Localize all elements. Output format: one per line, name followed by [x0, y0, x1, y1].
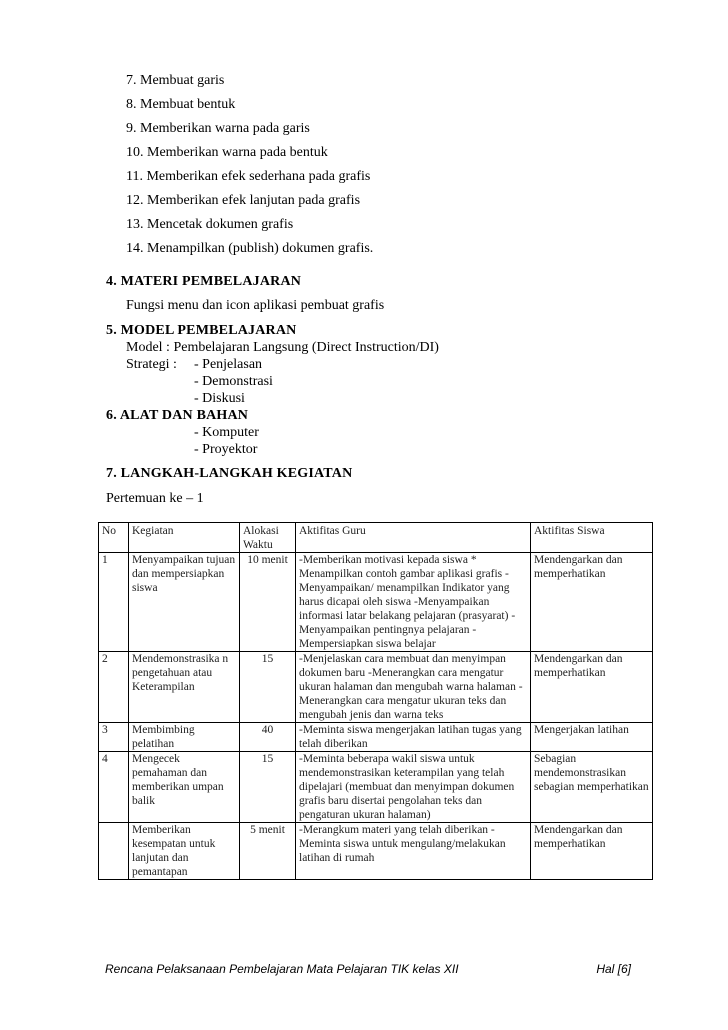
cell-kegiatan: Membimbing pelatihan [129, 723, 240, 752]
cell-no: 3 [99, 723, 129, 752]
cell-kegiatan: Mengecek pemahaman dan memberikan umpan balik [129, 752, 240, 823]
alat-item: - Proyektor [194, 442, 258, 457]
strategi-item: - Demonstrasi [194, 374, 273, 389]
table-row [99, 652, 653, 723]
objective-item: 7. Membuat garis [126, 73, 225, 88]
header-kegiatan: Kegiatan [129, 523, 240, 553]
cell-kegiatan: Menyampaikan tujuan dan mempersiapkan siswa [129, 553, 240, 652]
table-row [99, 752, 653, 823]
cell-alokasi: 10 menit [240, 553, 296, 652]
objective-item: 10. Memberikan warna pada bentuk [126, 145, 328, 160]
table-header-row [99, 523, 653, 553]
page-number: Hal [6] [596, 962, 631, 976]
cell-alokasi: 15 [240, 752, 296, 823]
langkah-heading: 7. LANGKAH-LANGKAH KEGIATAN [106, 466, 353, 481]
model-line: Model : Pembelajaran Langsung (Direct Instruction/DI) [126, 340, 439, 355]
cell-alokasi: 40 [240, 723, 296, 752]
objective-item: 12. Memberikan efek lanjutan pada grafis [126, 193, 361, 208]
strategi-item: - Penjelasan [194, 357, 263, 372]
table-row [99, 823, 653, 880]
alat-heading: 6. ALAT DAN BAHAN [106, 408, 249, 423]
objective-item: 14. Menampilkan (publish) dokumen grafis. [126, 241, 374, 256]
objective-item: 8. Membuat bentuk [126, 97, 236, 112]
cell-siswa: Mendengarkan dan memperhatikan [531, 553, 653, 652]
cell-guru: -Memberikan motivasi kepada siswa * Menampilkan contoh gambar aplikasi grafis -Menyampaikan/ menampilkan Indikator yang harus dicapai oleh siswa -Menyampaikan informasi latar belakang pelajaran (prasyarat) - Menyampaikan pentingnya pelajaran -Mempersiapkan siswa belajar [296, 553, 531, 652]
cell-siswa: Mendengarkan dan memperhatikan [531, 652, 653, 723]
cell-kegiatan: Mendemonstrasika n pengetahuan atau Keterampilan [129, 652, 240, 723]
strategi-item: - Diskusi [194, 391, 245, 406]
cell-alokasi: 5 menit [240, 823, 296, 880]
model-heading: 5. MODEL PEMBELAJARAN [106, 323, 297, 338]
cell-no [99, 823, 129, 880]
table-row [99, 723, 653, 752]
cell-no: 2 [99, 652, 129, 723]
materi-text: Fungsi menu dan icon aplikasi pembuat grafis [126, 298, 385, 313]
activity-table [98, 522, 653, 880]
alat-item: - Komputer [194, 425, 259, 440]
header-alokasi: Alokasi Waktu [240, 523, 296, 553]
strategi-label: Strategi : [126, 357, 177, 372]
cell-kegiatan: Memberikan kesempatan untuk lanjutan dan pemantapan [129, 823, 240, 880]
header-siswa: Aktifitas Siswa [531, 523, 653, 553]
header-no: No [99, 523, 129, 553]
cell-alokasi: 15 [240, 652, 296, 723]
objective-item: 13. Mencetak dokumen grafis [126, 217, 294, 232]
header-guru: Aktifitas Guru [296, 523, 531, 553]
objective-item: 11. Memberikan efek sederhana pada grafis [126, 169, 371, 184]
cell-guru: -Merangkum materi yang telah diberikan -Meminta siswa untuk mengulang/melakukan latihan di rumah [296, 823, 531, 880]
cell-guru: -Meminta siswa mengerjakan latihan tugas yang telah diberikan [296, 723, 531, 752]
cell-no: 1 [99, 553, 129, 652]
cell-siswa: Sebagian mendemonstrasikan sebagian memperhatikan [531, 752, 653, 823]
meeting-label: Pertemuan ke – 1 [106, 491, 204, 506]
page-footer [105, 962, 631, 976]
cell-guru: -Meminta beberapa wakil siswa untuk mendemonstrasikan keterampilan yang telah dipelajari (membuat dan menyimpan dokumen grafis baru disertai pengolahan teks dan pengaturan ukuran halaman) [296, 752, 531, 823]
objective-item: 9. Memberikan warna pada garis [126, 121, 310, 136]
footer-title: Rencana Pelaksanaan Pembelajaran Mata Pelajaran TIK kelas XII [105, 962, 459, 976]
cell-siswa: Mengerjakan latihan [531, 723, 653, 752]
cell-siswa: Mendengarkan dan memperhatikan [531, 823, 653, 880]
materi-heading: 4. MATERI PEMBELAJARAN [106, 274, 302, 289]
table-row [99, 553, 653, 652]
cell-guru: -Menjelaskan cara membuat dan menyimpan dokumen baru -Menerangkan cara mengatur ukuran halaman dan mengubah warna halaman -Menerangkan cara mengatur ukuran teks dan mengubah jenis dan warna teks [296, 652, 531, 723]
cell-no: 4 [99, 752, 129, 823]
